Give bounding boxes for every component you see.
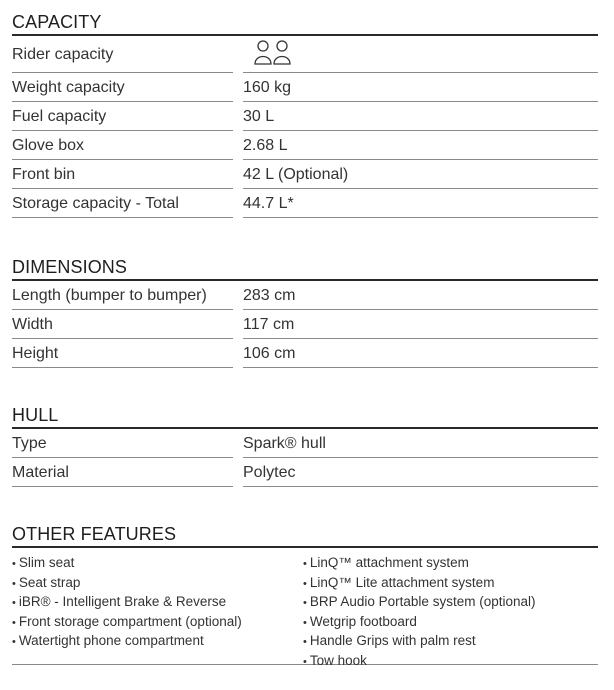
section-title-capacity: CAPACITY	[12, 10, 598, 36]
list-item: • Front storage compartment (optional)	[12, 613, 242, 633]
hull-section	[12, 403, 598, 487]
spec-value	[243, 36, 598, 73]
spec-value: 30 L	[243, 102, 598, 131]
spec-row-material	[12, 458, 598, 487]
spec-row-front-bin	[12, 160, 598, 189]
features-right-column	[303, 554, 535, 671]
section-title-other-features: OTHER FEATURES	[12, 522, 598, 548]
spec-label: Material	[12, 458, 233, 487]
spec-row-rider-capacity	[12, 36, 598, 73]
spec-value: 106 cm	[243, 339, 598, 368]
spec-value: 283 cm	[243, 281, 598, 310]
list-item: • LinQ™ Lite attachment system	[303, 574, 535, 594]
spec-label: Fuel capacity	[12, 102, 233, 131]
spec-label: Length (bumper to bumper)	[12, 281, 233, 310]
other-features-section	[12, 522, 598, 668]
spec-value: Spark® hull	[243, 429, 598, 458]
spec-row-height	[12, 339, 598, 368]
spec-value: Polytec	[243, 458, 598, 487]
list-item: • BRP Audio Portable system (optional)	[303, 593, 535, 613]
spec-value: 44.7 L*	[243, 189, 598, 218]
spec-label: Width	[12, 310, 233, 339]
capacity-section	[12, 10, 598, 218]
spec-label: Weight capacity	[12, 73, 233, 102]
list-item: • Tow hook	[303, 652, 535, 672]
features-list	[12, 548, 598, 668]
spec-label: Glove box	[12, 131, 233, 160]
spec-row-type	[12, 429, 598, 458]
spec-label: Type	[12, 429, 233, 458]
spec-row-weight-capacity	[12, 73, 598, 102]
dimensions-section	[12, 255, 598, 368]
list-item: • LinQ™ attachment system	[303, 554, 535, 574]
list-item: • Wetgrip footboard	[303, 613, 535, 633]
spec-row-glove-box	[12, 131, 598, 160]
section-title-dimensions: DIMENSIONS	[12, 255, 598, 281]
list-item: • Slim seat	[12, 554, 242, 574]
spec-label: Rider capacity	[12, 36, 233, 73]
spec-value: 42 L (Optional)	[243, 160, 598, 189]
list-item: • Handle Grips with palm rest	[303, 632, 535, 652]
two-riders-icon	[253, 39, 293, 67]
spec-row-length	[12, 281, 598, 310]
spec-label: Front bin	[12, 160, 233, 189]
features-left-column	[12, 554, 242, 652]
list-item: • Watertight phone compartment	[12, 632, 242, 652]
section-title-hull: HULL	[12, 403, 598, 429]
spec-value: 160 kg	[243, 73, 598, 102]
spec-row-width	[12, 310, 598, 339]
list-item: • Seat strap	[12, 574, 242, 594]
spec-label: Height	[12, 339, 233, 368]
spec-value: 2.68 L	[243, 131, 598, 160]
list-item: • iBR® - Intelligent Brake & Reverse	[12, 593, 242, 613]
spec-label: Storage capacity - Total	[12, 189, 233, 218]
spec-value: 117 cm	[243, 310, 598, 339]
spec-row-storage-total	[12, 189, 598, 218]
spec-row-fuel-capacity	[12, 102, 598, 131]
